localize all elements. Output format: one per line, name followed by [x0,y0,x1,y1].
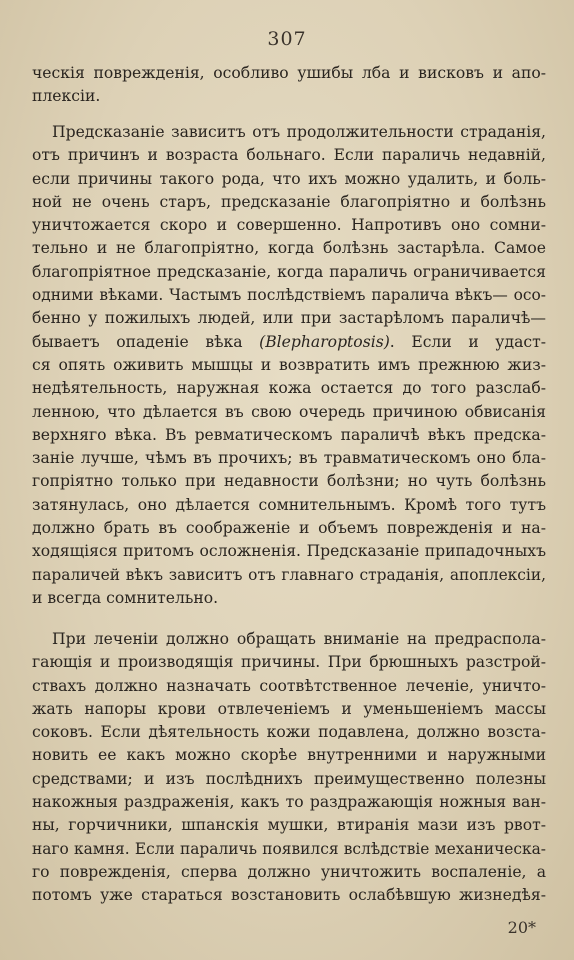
signature-mark: 20* [507,918,536,937]
text-line: плексіи. [32,87,101,106]
paragraph-2 [32,121,546,610]
text-line: отъ причинъ и возраста больнаго. Если параличь недавній, [32,146,546,165]
text-line: гопріятно только при недавности болѣзни; но чуть болѣзнь [32,472,546,491]
text-line: го поврежденія, сперва должно уничтожить воспаленіе, а [32,862,546,881]
latin-term: (Blepharoptosis) [259,332,390,351]
text-line: бываетъ опаденіе вѣка (Blepharoptosis). Если и удаст- [32,332,546,351]
text-line: средствами; и изъ послѣднихъ преимущественно полезны [32,769,546,788]
text-line: Предсказаніе зависитъ отъ продолжительности страданія, [52,123,546,141]
text-line: если причины такого рода, что ихъ можно удалить, и боль- [32,169,546,188]
text-line: гающія и производящія причины. При брюшныхъ разстрой- [32,653,546,672]
text-line: жать напоры крови отвлеченіемъ и уменьшеніемъ массы [32,699,546,718]
text-line: ной не очень старъ, предсказаніе благопріятно и болѣзнь [32,192,546,211]
paragraph-3 [32,628,546,908]
text-line: одними вѣками. Частымъ послѣдствіемъ паралича вѣкъ— осо- [32,286,546,305]
text-line: заніе лучше, чѣмъ въ прочихъ; въ травматическомъ оно бла- [32,449,546,468]
text-line: ся опять оживить мышцы и возвратить имъ прежнюю жиз- [32,355,546,374]
text-line: тельно и не благопріятно, когда болѣзнь застарѣла. Самое [32,239,546,258]
text-line: затянулась, оно дѣлается сомнительнымъ. Кромѣ того тутъ [32,495,546,514]
text-line: верхняго вѣка. Въ ревматическомъ параличѣ вѣкъ предска- [32,425,546,444]
text-line: параличей вѣкъ зависитъ отъ главнаго страданія, апоплексіи, [32,565,546,584]
text-line: ны, горчичники, шпанскія мушки, втиранія мази изъ рвот- [32,816,546,835]
text-line: потомъ уже стараться возстановить ослабѣвшую жизнедѣя- [32,886,546,905]
text-line: При леченіи должно обращать вниманіе на предраспола- [52,630,546,648]
text-line: бенно у пожилыхъ людей, или при застарѣломъ параличѣ— [32,309,546,328]
text-line: недѣятельность, наружная кожа остается до того разслаб- [32,379,546,398]
text-line: наго камня. Если параличь появился вслѣдствіе механическа- [32,839,546,858]
text-line: накожныя раздраженія, какъ то раздражающія ножныя ван- [32,793,546,812]
page-number: 307 [267,28,307,50]
text-line: благопріятное предсказаніе, когда параличь ограничивается [32,262,546,281]
text-line: ствахъ должно назначать соотвѣтственное леченіе, уничто- [32,676,546,695]
text-line: ленною, что дѣлается въ свою очередь причиною обвисанія [32,402,546,421]
text-line: и всегда сомнительно. [32,588,219,607]
text-line: уничтожается скоро и совершенно. Напротивъ оно сомни- [32,216,546,235]
paragraph-1 [32,62,546,109]
text-line: соковъ. Если дѣятельность кожи подавлена, должно возста- [32,723,546,742]
text-line: новить ее какъ можно скорѣе внутренними и наружными [32,746,546,765]
text-line: ческія поврежденія, особливо ушибы лба и висковъ и апо- [32,64,546,82]
text-line: ходящіяся притомъ осложненія. Предсказаніе припадочныхъ [32,542,546,561]
text-line: должно брать въ соображеніе и объемъ поврежденія и на- [32,519,546,538]
